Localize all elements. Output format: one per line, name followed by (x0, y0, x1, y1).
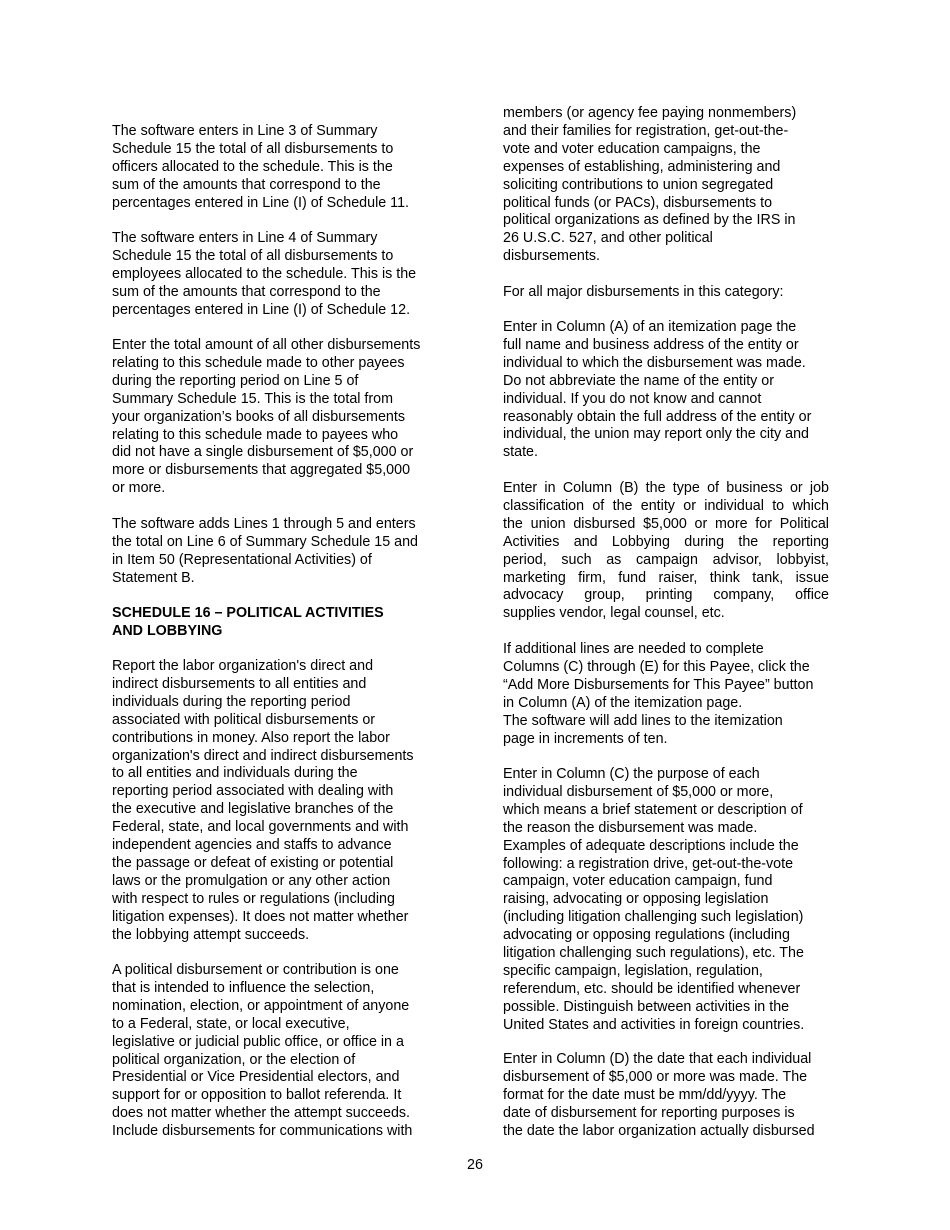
text-line: Enter the total amount of all other disbursements (112, 337, 421, 353)
text-line: possible. Distinguish between activities in the (503, 998, 790, 1015)
text-line: The software adds Lines 1 through 5 and enters (112, 516, 416, 532)
text-line: Enter in Column (C) the purpose of each (503, 766, 760, 782)
text-line: United States and activities in foreign countries. (503, 1016, 805, 1033)
text-line: Columns (C) through (E) for this Payee, click the (503, 658, 810, 675)
text-line: Summary Schedule 15. This is the total from (112, 390, 394, 407)
text-line: (including litigation challenging such legislation) (503, 909, 804, 926)
text-line: legislative or judicial public office, or office in a (112, 1033, 404, 1050)
text-line: independent agencies and staffs to advance (112, 837, 392, 854)
text-line: percentages entered in Line (I) of Schedule 12. (112, 301, 411, 318)
text-line: percentages entered in Line (I) of Schedule 11. (112, 194, 409, 211)
text-line: with respect to rules or regulations (including (112, 890, 395, 907)
text-line: the executive and legislative branches of the (112, 801, 394, 818)
paragraph-political-disbursement-definition (112, 962, 452, 1141)
text-line: reasonably obtain the full address of the entity or (503, 408, 812, 425)
page-number: 26 (467, 1157, 483, 1173)
paragraph-line3-officers (112, 123, 452, 213)
paragraph-line5-other-disbursements (112, 337, 452, 498)
text-line: sum of the amounts that correspond to the (112, 283, 381, 300)
text-line: full name and business address of the entity or (503, 336, 799, 353)
text-line: Enter in Column (B) the type of business or job (503, 480, 829, 496)
text-line: associated with political disbursements or (112, 711, 376, 728)
text-line: that is intended to influence the selection, (112, 979, 375, 996)
text-line: specific campaign, legislation, regulation, (503, 962, 763, 979)
text-line: political funds (or PACs), disbursements to (503, 194, 773, 211)
text-line: does not matter whether the attempt succeeds. (112, 1105, 411, 1122)
heading-line: SCHEDULE 16 – POLITICAL ACTIVITIES (112, 605, 384, 621)
paragraph-line6-total (112, 516, 452, 588)
text-line: relating to this schedule made to payees who (112, 426, 399, 443)
text-line: Enter in Column (D) the date that each individual (503, 1051, 812, 1067)
text-line: raising, advocating or opposing legislation (503, 891, 769, 908)
text-line: period, such as campaign advisor, lobbyist, (503, 551, 829, 568)
text-line: which means a brief statement or description of (503, 801, 803, 818)
paragraph-report-disbursements (112, 658, 452, 945)
text-line: campaign, voter education campaign, fund (503, 873, 773, 890)
text-line: and their families for registration, get-out-the- (503, 122, 789, 139)
text-line: advocating or opposing regulations (including (503, 927, 790, 944)
text-line: Examples of adequate descriptions include the (503, 837, 799, 854)
text-line: The software enters in Line 4 of Summary (112, 230, 378, 246)
section-heading-schedule-16 (112, 605, 452, 641)
text-line: political organizations as defined by the IRS in (503, 212, 796, 229)
text-line: contributions in money. Also report the labor (112, 729, 390, 746)
text-line: individual to which the disbursement was made. (503, 354, 806, 371)
text-line: employees allocated to the schedule. This is the (112, 265, 417, 282)
text-line: Statement B. (112, 569, 195, 586)
text-line: disbursement of $5,000 or more was made. The (503, 1068, 808, 1085)
text-line: more or disbursements that aggregated $5,000 (112, 462, 411, 479)
text-line: individuals during the reporting period (112, 693, 351, 710)
text-line: litigation expenses). It does not matter whether (112, 908, 409, 925)
text-line: The software will add lines to the itemization (503, 712, 783, 729)
paragraph-column-d (503, 1051, 843, 1141)
text-line: the reason the disbursement was made. (503, 819, 758, 836)
text-line: laws or the promulgation or any other action (112, 872, 391, 889)
text-line: sum of the amounts that correspond to the (112, 176, 381, 193)
paragraph-major-disbursements-intro (503, 284, 843, 302)
text-line: in Column (A) of the itemization page. (503, 694, 743, 711)
paragraph-line4-employees (112, 230, 452, 320)
text-line: officers allocated to the schedule. This is the (112, 158, 393, 175)
text-line: the passage or defeat of existing or potential (112, 854, 394, 871)
text-line: supplies vendor, legal counsel, etc. (503, 605, 725, 622)
text-line: For all major disbursements in this category: (503, 284, 784, 300)
text-line: referendum, etc. should be identified whenever (503, 980, 801, 997)
text-line: or more. (112, 480, 166, 497)
text-line: soliciting contributions to union segregated (503, 176, 774, 193)
text-line: nomination, election, or appointment of anyone (112, 997, 410, 1014)
text-line: expenses of establishing, administering and (503, 158, 781, 175)
text-line: Presidential or Vice Presidential electors, and (112, 1069, 400, 1086)
heading-line: AND LOBBYING (112, 622, 223, 639)
text-line: Include disbursements for communications with (112, 1123, 413, 1140)
text-line: 26 U.S.C. 527, and other political (503, 230, 713, 247)
text-line: The software enters in Line 3 of Summary (112, 123, 378, 139)
text-line: indirect disbursements to all entities and (112, 675, 367, 692)
text-line: A political disbursement or contribution is one (112, 962, 399, 978)
text-line: Federal, state, and local governments and with (112, 819, 409, 836)
text-line: the total on Line 6 of Summary Schedule 15 and (112, 533, 418, 550)
text-line: the date the labor organization actually disbursed (503, 1122, 815, 1139)
paragraph-column-a (503, 319, 843, 462)
text-line: “Add More Disbursements for This Payee” button (503, 676, 814, 693)
text-line: disbursements. (503, 248, 600, 265)
paragraph-column-b (503, 480, 829, 623)
text-line: political organization, or the election of (112, 1051, 356, 1068)
text-line: If additional lines are needed to complete (503, 641, 764, 657)
text-line: reporting period associated with dealing with (112, 783, 394, 800)
text-line: relating to this schedule made to other payees (112, 354, 405, 371)
text-line: your organization’s books of all disbursements (112, 408, 405, 425)
paragraph-column-c (503, 766, 843, 1035)
text-line: during the reporting period on Line 5 of (112, 372, 359, 389)
text-line: advocacy group, printing company, office (503, 587, 829, 604)
text-line: litigation challenging such regulations), etc. The (503, 945, 804, 962)
text-line: Activities and Lobbying during the reporting (503, 533, 829, 550)
text-line: to all entities and individuals during the (112, 765, 358, 782)
text-line: to a Federal, state, or local executive, (112, 1015, 350, 1032)
text-line: Report the labor organization's direct and (112, 658, 374, 674)
text-line: state. (503, 444, 538, 461)
text-line: following: a registration drive, get-out-the-vote (503, 855, 794, 872)
paragraph-additional-lines (503, 641, 843, 748)
text-line: page in increments of ten. (503, 730, 668, 747)
text-line: the lobbying attempt succeeds. (112, 926, 310, 943)
text-line: Schedule 15 the total of all disbursements to (112, 140, 394, 157)
text-line: individual disbursement of $5,000 or more, (503, 783, 774, 800)
text-line: members (or agency fee paying nonmembers) (503, 105, 797, 121)
text-line: date of disbursement for reporting purposes is (503, 1104, 795, 1121)
text-line: vote and voter education campaigns, the (503, 140, 761, 157)
text-line: Do not abbreviate the name of the entity or (503, 372, 775, 389)
text-line: Enter in Column (A) of an itemization page the (503, 319, 797, 335)
text-line: the union disbursed $5,000 or more for Political (503, 515, 829, 532)
text-line: format for the date must be mm/dd/yyyy. The (503, 1086, 787, 1103)
text-line: organization's direct and indirect disbursements (112, 747, 414, 764)
text-line: individual. If you do not know and cannot (503, 390, 762, 407)
text-line: classification of the entity or individual to which (503, 497, 829, 514)
text-line: individual, the union may report only the city and (503, 426, 809, 443)
paragraph-continued-communications (503, 105, 843, 266)
text-line: support for or opposition to ballot referenda. It (112, 1087, 402, 1104)
text-line: did not have a single disbursement of $5,000 or (112, 444, 414, 461)
text-line: marketing firm, fund raiser, think tank, issue (503, 569, 829, 586)
text-line: in Item 50 (Representational Activities) of (112, 551, 372, 568)
text-line: Schedule 15 the total of all disbursements to (112, 247, 394, 264)
